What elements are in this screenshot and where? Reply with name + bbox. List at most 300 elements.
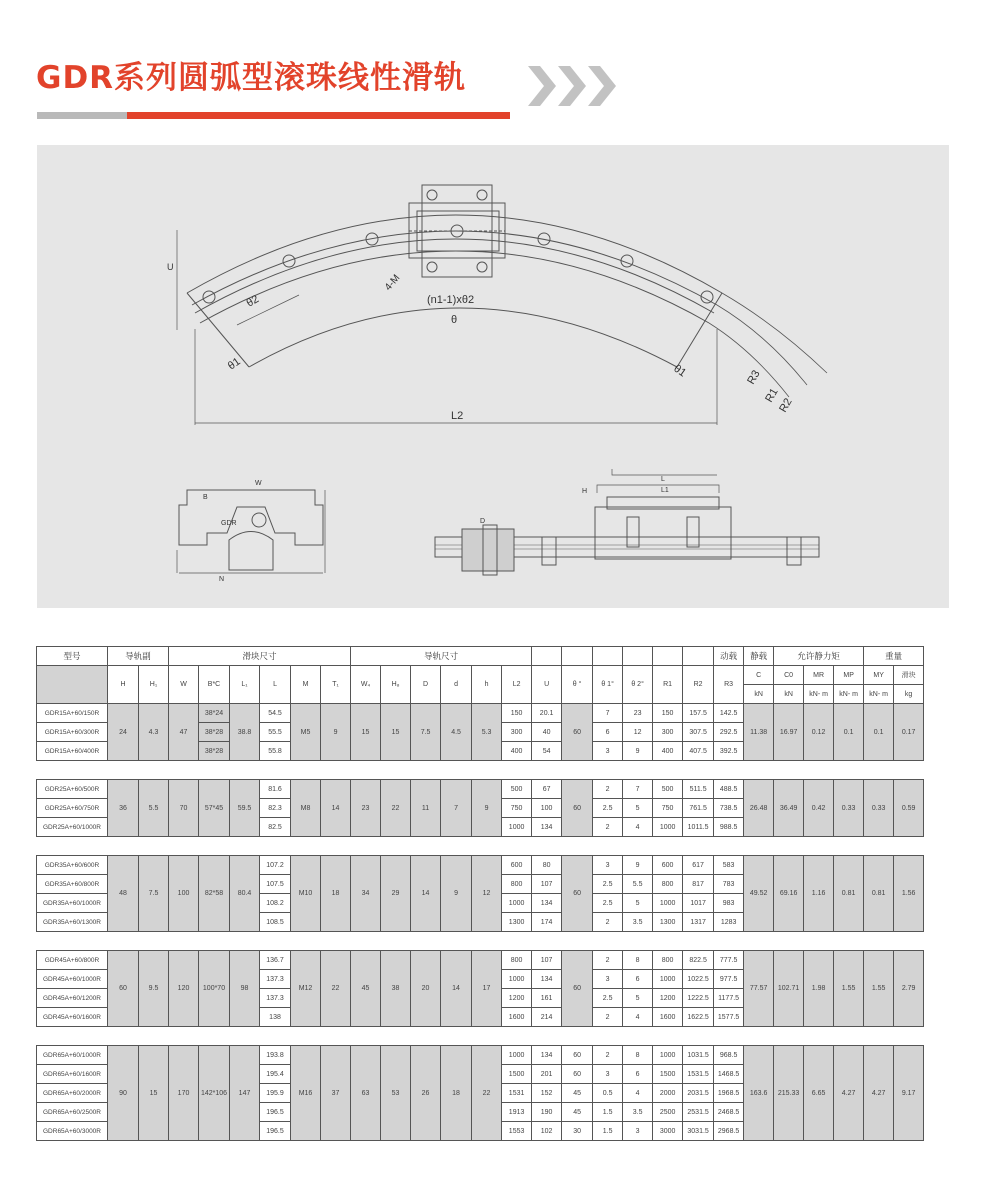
table-cell: 1913 — [502, 1103, 532, 1122]
header-col: θ 1° — [593, 666, 623, 704]
table-cell: 147 — [230, 1046, 260, 1141]
table-cell: 8 — [623, 951, 653, 970]
header-unit: kN- m — [834, 685, 864, 704]
table-cell: 300 — [502, 723, 532, 742]
table-cell: 38.8 — [230, 704, 260, 761]
header-col: θ ° — [562, 666, 593, 704]
header-model: 型号 — [37, 647, 108, 666]
table-cell: 2 — [593, 951, 623, 970]
table-cell: 59.5 — [230, 780, 260, 837]
table-cell: 777.5 — [714, 951, 744, 970]
label-r1: R1 — [763, 386, 781, 405]
table-cell: 100*70 — [199, 951, 230, 1027]
table-cell: 24 — [108, 704, 139, 761]
table-cell: 1000 — [653, 970, 683, 989]
header-col: L — [260, 666, 291, 704]
table-cell: M5 — [291, 704, 321, 761]
model-cell: GDR65A+60/1000R — [37, 1046, 108, 1065]
table-cell: 617 — [683, 856, 714, 875]
table-cell: 12 — [623, 723, 653, 742]
table-cell: 9 — [321, 704, 351, 761]
table-cell: 60 — [562, 951, 593, 1027]
table-cell: 102 — [532, 1122, 562, 1141]
header-col: M — [291, 666, 321, 704]
table-row — [37, 837, 924, 856]
curved-rail-drawing — [177, 215, 827, 425]
table-cell: 7 — [441, 780, 472, 837]
table-cell: 1553 — [502, 1122, 532, 1141]
header-mp: MP — [834, 666, 864, 685]
table-cell: 4.3 — [139, 704, 169, 761]
label-u: U — [167, 262, 174, 272]
label-l1: L1 — [661, 487, 669, 494]
label-4m: 4-M — [382, 272, 403, 293]
table-cell: 2000 — [653, 1084, 683, 1103]
table-row — [37, 704, 924, 723]
table-cell: 14 — [321, 780, 351, 837]
table-cell: 1022.5 — [683, 970, 714, 989]
table-cell: 90 — [108, 1046, 139, 1141]
table-cell: 7.5 — [411, 704, 441, 761]
table-row — [37, 1046, 924, 1065]
table-cell: 60 — [562, 1065, 593, 1084]
table-cell: 1300 — [653, 913, 683, 932]
page-title: GDR系列圆弧型滚珠线性滑轨 — [36, 60, 467, 96]
model-cell: GDR65A+60/1600R — [37, 1065, 108, 1084]
table-cell: 55.5 — [260, 723, 291, 742]
table-cell: 142*106 — [199, 1046, 230, 1141]
table-cell: 20.1 — [532, 704, 562, 723]
header-unit: kN — [774, 685, 804, 704]
label-gdr: GDR — [221, 520, 237, 527]
table-cell: 36 — [108, 780, 139, 837]
table-cell: 196.5 — [260, 1103, 291, 1122]
table-cell: 134 — [532, 818, 562, 837]
table-cell: 3 — [623, 1122, 653, 1141]
table-cell: 98 — [230, 951, 260, 1027]
table-cell: 2.5 — [593, 875, 623, 894]
table-row — [37, 951, 924, 970]
table-cell: 1011.5 — [683, 818, 714, 837]
table-cell: 2 — [593, 1046, 623, 1065]
table-cell: 196.5 — [260, 1122, 291, 1141]
table-cell: 1500 — [653, 1065, 683, 1084]
table-cell: 29 — [381, 856, 411, 932]
header-col: d — [441, 666, 472, 704]
table-cell: 1300 — [502, 913, 532, 932]
table-cell: 18 — [321, 856, 351, 932]
table-cell: 108.5 — [260, 913, 291, 932]
header-model-blank — [37, 666, 108, 704]
header-col: H — [108, 666, 139, 704]
table-cell: 60 — [562, 1046, 593, 1065]
header-col: h — [472, 666, 502, 704]
table-cell: 26 — [411, 1046, 441, 1141]
label-b: B — [203, 494, 208, 501]
table-cell: 968.5 — [714, 1046, 744, 1065]
table-cell: 5 — [623, 799, 653, 818]
label-theta: θ — [451, 314, 458, 326]
table-cell: 1283 — [714, 913, 744, 932]
table-cell: 1622.5 — [683, 1008, 714, 1027]
header-col: L2 — [502, 666, 532, 704]
table-cell: 6 — [593, 723, 623, 742]
table-cell: 67 — [532, 780, 562, 799]
table-cell: 80 — [532, 856, 562, 875]
table-cell: 3031.5 — [683, 1122, 714, 1141]
table-cell: 2.5 — [593, 799, 623, 818]
table-cell: 14 — [411, 856, 441, 932]
header-slider: 滑块 — [894, 666, 924, 685]
table-cell: 45 — [562, 1103, 593, 1122]
table-cell: 134 — [532, 894, 562, 913]
header-col: W — [169, 666, 199, 704]
table-cell: 0.59 — [894, 780, 924, 837]
table-cell: 38*28 — [199, 742, 230, 761]
table-cell: 750 — [502, 799, 532, 818]
table-cell: 750 — [653, 799, 683, 818]
table-cell: 137.3 — [260, 970, 291, 989]
model-cell: GDR65A+60/3000R — [37, 1122, 108, 1141]
table-cell: 2500 — [653, 1103, 683, 1122]
table-cell: 69.16 — [774, 856, 804, 932]
table-cell: 1000 — [502, 894, 532, 913]
table-cell: 3.5 — [623, 913, 653, 932]
technical-drawing — [37, 145, 949, 608]
table-cell: 57*45 — [199, 780, 230, 837]
header-my: MY — [864, 666, 894, 685]
model-cell: GDR45A+60/800R — [37, 951, 108, 970]
table-cell: 163.6 — [744, 1046, 774, 1141]
table-cell: 0.17 — [894, 704, 924, 761]
table-cell: 22 — [472, 1046, 502, 1141]
table-cell: 6 — [623, 1065, 653, 1084]
table-cell: 80.4 — [230, 856, 260, 932]
table-cell: 2 — [593, 780, 623, 799]
table-cell: 400 — [502, 742, 532, 761]
table-cell: 1031.5 — [683, 1046, 714, 1065]
table-cell: 23 — [623, 704, 653, 723]
table-cell: 2531.5 — [683, 1103, 714, 1122]
table-cell: 3 — [593, 856, 623, 875]
table-cell: 63 — [351, 1046, 381, 1141]
model-cell: GDR15A+60/400R — [37, 742, 108, 761]
table-cell: 107.5 — [260, 875, 291, 894]
table-cell: 407.5 — [683, 742, 714, 761]
table-cell: 55.8 — [260, 742, 291, 761]
table-cell: 500 — [502, 780, 532, 799]
table-cell: 193.8 — [260, 1046, 291, 1065]
table-cell: 137.3 — [260, 989, 291, 1008]
model-cell: GDR65A+60/2000R — [37, 1084, 108, 1103]
table-cell: 152 — [532, 1084, 562, 1103]
group-spacer — [37, 837, 924, 856]
table-cell: 5.5 — [139, 780, 169, 837]
table-cell: 70 — [169, 780, 199, 837]
table-cell: 174 — [532, 913, 562, 932]
table-cell: 2031.5 — [683, 1084, 714, 1103]
header-col: R2 — [683, 666, 714, 704]
label-l: L — [661, 476, 665, 483]
table-cell: 214 — [532, 1008, 562, 1027]
table-cell: 4.27 — [834, 1046, 864, 1141]
table-cell: 1000 — [502, 818, 532, 837]
table-cell: 1317 — [683, 913, 714, 932]
table-cell: 16.97 — [774, 704, 804, 761]
header-slider-dims: 滑块尺寸 — [169, 647, 351, 666]
group-spacer — [37, 1027, 924, 1046]
table-cell: 1000 — [502, 970, 532, 989]
table-cell: 82.5 — [260, 818, 291, 837]
table-cell: 195.9 — [260, 1084, 291, 1103]
table-cell: 6 — [623, 970, 653, 989]
model-cell: GDR25A+60/1000R — [37, 818, 108, 837]
table-cell: 60 — [562, 704, 593, 761]
table-cell: 600 — [653, 856, 683, 875]
table-cell: 37 — [321, 1046, 351, 1141]
table-cell: 60 — [562, 856, 593, 932]
label-theta1-right: θ1 — [671, 362, 689, 380]
table-cell: 157.5 — [683, 704, 714, 723]
table-cell: 11.38 — [744, 704, 774, 761]
table-cell: 2.5 — [593, 989, 623, 1008]
header-col: R1 — [653, 666, 683, 704]
label-r2: R2 — [777, 396, 795, 415]
table-cell: 583 — [714, 856, 744, 875]
model-cell: GDR65A+60/2500R — [37, 1103, 108, 1122]
side-view-drawing — [435, 469, 819, 575]
table-cell: M8 — [291, 780, 321, 837]
table-cell: 170 — [169, 1046, 199, 1141]
table-cell: 0.33 — [864, 780, 894, 837]
label-l2: L2 — [451, 410, 464, 422]
model-cell: GDR35A+60/1000R — [37, 894, 108, 913]
table-cell: 201 — [532, 1065, 562, 1084]
table-cell: 7 — [593, 704, 623, 723]
table-cell: 54 — [532, 742, 562, 761]
table-cell: 977.5 — [714, 970, 744, 989]
table-cell: 36.49 — [774, 780, 804, 837]
table-cell: 107 — [532, 951, 562, 970]
title-underline-gray — [37, 112, 127, 119]
table-cell: 12 — [472, 856, 502, 932]
table-cell: 988.5 — [714, 818, 744, 837]
table-cell: 107.2 — [260, 856, 291, 875]
table-cell: 102.71 — [774, 951, 804, 1027]
table-cell: 5 — [623, 989, 653, 1008]
table-cell: 1000 — [502, 1046, 532, 1065]
table-cell: 488.5 — [714, 780, 744, 799]
table-cell: 54.5 — [260, 704, 291, 723]
table-cell: M10 — [291, 856, 321, 932]
table-cell: 134 — [532, 1046, 562, 1065]
table-cell: 800 — [653, 875, 683, 894]
table-cell: 983 — [714, 894, 744, 913]
table-row — [37, 856, 924, 875]
group-spacer — [37, 761, 924, 780]
model-cell: GDR45A+60/1600R — [37, 1008, 108, 1027]
table-cell: 23 — [351, 780, 381, 837]
table-cell: 4 — [623, 1008, 653, 1027]
table-cell: 0.33 — [834, 780, 864, 837]
table-cell: 45 — [351, 951, 381, 1027]
header-unit: kg — [894, 685, 924, 704]
table-cell: 1600 — [502, 1008, 532, 1027]
label-r3: R3 — [745, 368, 763, 387]
table-cell: 40 — [532, 723, 562, 742]
table-cell: 1177.5 — [714, 989, 744, 1008]
table-cell: 15 — [139, 1046, 169, 1141]
table-cell: 138 — [260, 1008, 291, 1027]
table-cell: 822.5 — [683, 951, 714, 970]
model-cell: GDR35A+60/600R — [37, 856, 108, 875]
table-cell: 4.27 — [864, 1046, 894, 1141]
header-unit: kN — [744, 685, 774, 704]
label-h: H — [582, 488, 588, 495]
table-cell: 292.5 — [714, 723, 744, 742]
table-cell: 300 — [653, 723, 683, 742]
table-cell: 1.98 — [804, 951, 834, 1027]
header-col: T₁ — [321, 666, 351, 704]
table-cell: 1222.5 — [683, 989, 714, 1008]
table-cell: 150 — [502, 704, 532, 723]
title-underline-red — [127, 112, 510, 119]
header-moment: 允许静力矩 — [774, 647, 864, 666]
table-cell: 2968.5 — [714, 1122, 744, 1141]
model-cell: GDR25A+60/500R — [37, 780, 108, 799]
table-cell: 2.79 — [894, 951, 924, 1027]
table-cell: 1017 — [683, 894, 714, 913]
label-w: W — [255, 480, 262, 487]
table-cell: 20 — [411, 951, 441, 1027]
table-cell: 17 — [472, 951, 502, 1027]
model-cell: GDR25A+60/750R — [37, 799, 108, 818]
table-cell: 1531 — [502, 1084, 532, 1103]
table-cell: 1.5 — [593, 1103, 623, 1122]
table-cell: 3000 — [653, 1122, 683, 1141]
table-cell: 738.5 — [714, 799, 744, 818]
label-n: N — [219, 576, 225, 583]
header-rail-dims: 导轨尺寸 — [351, 647, 532, 666]
table-cell: 1.55 — [864, 951, 894, 1027]
table-cell: 136.7 — [260, 951, 291, 970]
table-cell: 53 — [381, 1046, 411, 1141]
table-cell: 48 — [108, 856, 139, 932]
table-cell: M12 — [291, 951, 321, 1027]
table-cell: 307.5 — [683, 723, 714, 742]
model-cell: GDR15A+60/150R — [37, 704, 108, 723]
table-cell: 392.5 — [714, 742, 744, 761]
table-cell: 1000 — [653, 1046, 683, 1065]
table-cell: 9 — [623, 742, 653, 761]
table-cell: 600 — [502, 856, 532, 875]
table-row — [37, 932, 924, 951]
table-cell: 100 — [532, 799, 562, 818]
spec-table — [36, 646, 924, 1141]
table-cell: 120 — [169, 951, 199, 1027]
table-row — [37, 666, 924, 685]
table-cell: 0.42 — [804, 780, 834, 837]
table-cell: 60 — [108, 951, 139, 1027]
header-col: H₁ — [139, 666, 169, 704]
model-cell: GDR45A+60/1000R — [37, 970, 108, 989]
table-cell: 38 — [381, 951, 411, 1027]
model-cell: GDR35A+60/800R — [37, 875, 108, 894]
table-cell: 2468.5 — [714, 1103, 744, 1122]
table-cell: 1968.5 — [714, 1084, 744, 1103]
table-cell: 22 — [381, 780, 411, 837]
table-cell: 1200 — [653, 989, 683, 1008]
table-cell: 0.81 — [864, 856, 894, 932]
table-cell: 82*58 — [199, 856, 230, 932]
table-cell: 3 — [593, 1065, 623, 1084]
table-cell — [532, 647, 562, 666]
table-cell: 14 — [441, 951, 472, 1027]
table-cell: 3 — [593, 742, 623, 761]
label-d: D — [480, 518, 486, 525]
table-cell: 77.57 — [744, 951, 774, 1027]
table-cell: 0.1 — [834, 704, 864, 761]
group-spacer — [37, 932, 924, 951]
table-cell: 5 — [623, 894, 653, 913]
table-cell: 1468.5 — [714, 1065, 744, 1084]
table-cell: 783 — [714, 875, 744, 894]
table-cell: 107 — [532, 875, 562, 894]
label-pitch: (n1-1)xθ2 — [427, 294, 475, 306]
header-unit: kN- m — [804, 685, 834, 704]
header-col: U — [532, 666, 562, 704]
table-cell: 34 — [351, 856, 381, 932]
table-cell: 9.17 — [894, 1046, 924, 1141]
table-cell: 47 — [169, 704, 199, 761]
table-cell: 7.5 — [139, 856, 169, 932]
header-col: H₈ — [381, 666, 411, 704]
table-cell: 8 — [623, 1046, 653, 1065]
header-rail-pair: 导轨副 — [108, 647, 169, 666]
table-cell: 142.5 — [714, 704, 744, 723]
table-cell: 0.81 — [834, 856, 864, 932]
table-cell: 9 — [472, 780, 502, 837]
table-cell: 4 — [623, 1084, 653, 1103]
table-cell: 800 — [502, 951, 532, 970]
table-cell: 7 — [623, 780, 653, 799]
table-cell: 1.5 — [593, 1122, 623, 1141]
table-cell: 5.3 — [472, 704, 502, 761]
cross-section-drawing — [177, 490, 325, 573]
table-row — [37, 780, 924, 799]
table-cell: 1531.5 — [683, 1065, 714, 1084]
header-col: W₄ — [351, 666, 381, 704]
header-dynamic-load: 动载 — [714, 647, 744, 666]
table-cell: 800 — [502, 875, 532, 894]
table-cell: 800 — [653, 951, 683, 970]
table-cell: 2 — [593, 913, 623, 932]
table-cell: 82.3 — [260, 799, 291, 818]
table-cell: 38*28 — [199, 723, 230, 742]
table-cell: 49.52 — [744, 856, 774, 932]
table-cell: 100 — [169, 856, 199, 932]
table-cell: 30 — [562, 1122, 593, 1141]
table-cell: 1500 — [502, 1065, 532, 1084]
table-cell: 15 — [381, 704, 411, 761]
header-weight: 重量 — [864, 647, 924, 666]
header-mr: MR — [804, 666, 834, 685]
table-cell: 1200 — [502, 989, 532, 1008]
table-cell: 1000 — [653, 818, 683, 837]
table-cell: 26.48 — [744, 780, 774, 837]
header-c: C — [744, 666, 774, 685]
table-cell — [653, 647, 683, 666]
